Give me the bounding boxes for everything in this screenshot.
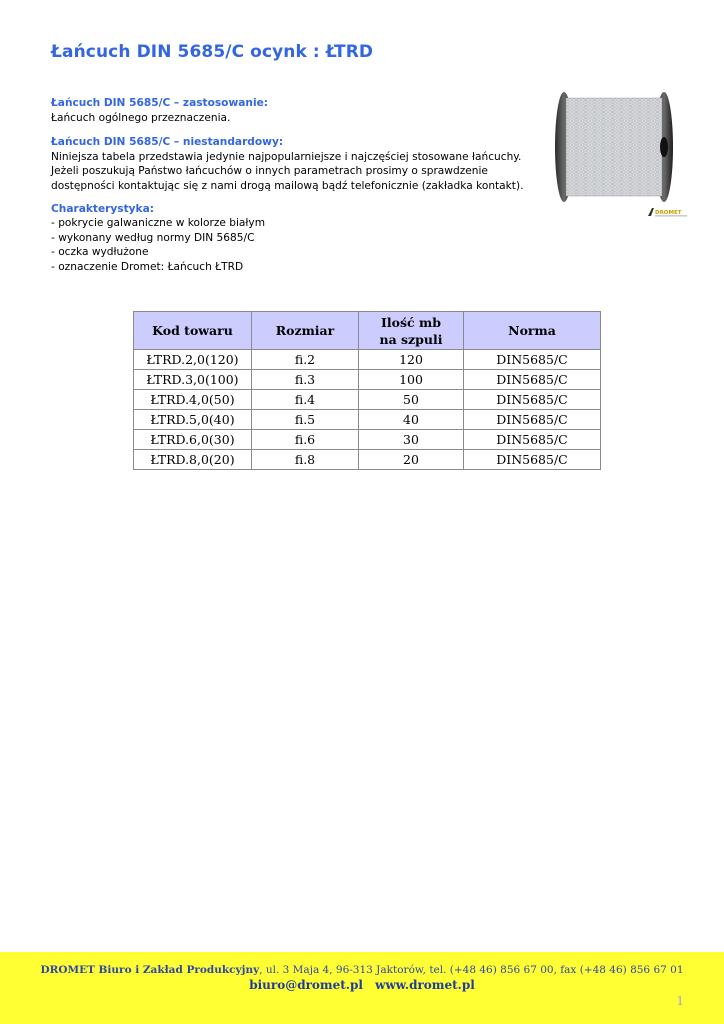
page-title: Łańcuch DIN 5685/C ocynk : ŁTRD xyxy=(51,42,374,62)
custom-text-line: Jeżeli poszukują Państwo łańcuchów o innych parametrach prosimy o sprawdzenie xyxy=(51,165,488,178)
cell-norma: DIN5685/C xyxy=(464,370,601,390)
cell-kod: ŁTRD.2,0(120) xyxy=(134,350,252,370)
cell-rozmiar: fi.6 xyxy=(252,430,359,450)
footer-contact-line xyxy=(0,978,724,992)
header-norma: Norma xyxy=(464,312,601,350)
header-kod: Kod towaru xyxy=(134,312,252,350)
table-row xyxy=(134,410,601,430)
header-ilosc xyxy=(359,312,464,350)
table-row xyxy=(134,350,601,370)
characteristics-item: - oznaczenie Dromet: Łańcuch ŁTRD xyxy=(51,260,244,273)
cell-kod: ŁTRD.5,0(40) xyxy=(134,410,252,430)
product-table xyxy=(133,311,601,470)
cell-rozmiar: fi.2 xyxy=(252,350,359,370)
cell-rozmiar: fi.5 xyxy=(252,410,359,430)
table-header-row xyxy=(134,312,601,350)
cell-rozmiar: fi.8 xyxy=(252,450,359,470)
cell-norma: DIN5685/C xyxy=(464,430,601,450)
cell-norma: DIN5685/C xyxy=(464,450,601,470)
characteristics-item: - oczka wydłużone xyxy=(51,246,149,259)
footer xyxy=(0,952,724,1024)
footer-company: DROMET Biuro i Zakład Produkcyjny xyxy=(40,964,260,976)
cell-rozmiar: fi.4 xyxy=(252,390,359,410)
characteristics-heading: Charakterystyka: xyxy=(51,202,154,215)
cell-kod: ŁTRD.6,0(30) xyxy=(134,430,252,450)
table-row xyxy=(134,370,601,390)
chain-spool-image xyxy=(554,88,674,206)
table-row xyxy=(134,450,601,470)
footer-email-link[interactable]: biuro@dromet.pl xyxy=(249,978,363,992)
usage-heading: Łańcuch DIN 5685/C – zastosowanie: xyxy=(51,97,268,109)
custom-text-line: dostępności kontaktując się z nami drogą mailową bądź telefonicznie (zakładka kontakt). xyxy=(51,179,524,192)
custom-heading: Łańcuch DIN 5685/C – niestandardowy: xyxy=(51,136,284,149)
cell-ilosc: 50 xyxy=(359,390,464,410)
header-ilosc-line1: Ilość mb xyxy=(381,314,441,330)
cell-kod: ŁTRD.8,0(20) xyxy=(134,450,252,470)
dromet-logo xyxy=(646,205,692,219)
page-number: 1 xyxy=(676,994,684,1008)
footer-website-link[interactable]: www.dromet.pl xyxy=(375,978,475,992)
cell-norma: DIN5685/C xyxy=(464,410,601,430)
usage-text: Łańcuch ogólnego przeznaczenia. xyxy=(51,111,231,124)
footer-address: , ul. 3 Maja 4, 96-313 Jaktorów, tel. (+48 46) 856 67 00, fax (+48 46) 856 67 01 xyxy=(259,964,684,976)
footer-address-line xyxy=(0,964,724,976)
characteristics-item: - pokrycie galwaniczne w kolorze białym xyxy=(51,217,266,230)
cell-ilosc: 100 xyxy=(359,370,464,390)
custom-text-line: Niniejsza tabela przedstawia jedynie najpopularniejsze i najczęściej stosowane łańcuchy. xyxy=(51,150,522,163)
cell-norma: DIN5685/C xyxy=(464,390,601,410)
header-rozmiar: Rozmiar xyxy=(252,312,359,350)
cell-ilosc: 120 xyxy=(359,350,464,370)
cell-rozmiar: fi.3 xyxy=(252,370,359,390)
cell-kod: ŁTRD.4,0(50) xyxy=(134,390,252,410)
logo-text: DROMET xyxy=(655,210,682,216)
table-row xyxy=(134,430,601,450)
header-ilosc-line2: na szpuli xyxy=(379,331,443,347)
cell-ilosc: 20 xyxy=(359,450,464,470)
cell-kod: ŁTRD.3,0(100) xyxy=(134,370,252,390)
cell-ilosc: 30 xyxy=(359,430,464,450)
characteristics-item: - wykonany według normy DIN 5685/C xyxy=(51,231,255,244)
table-row xyxy=(134,390,601,410)
cell-ilosc: 40 xyxy=(359,410,464,430)
description xyxy=(51,96,541,275)
cell-norma: DIN5685/C xyxy=(464,350,601,370)
